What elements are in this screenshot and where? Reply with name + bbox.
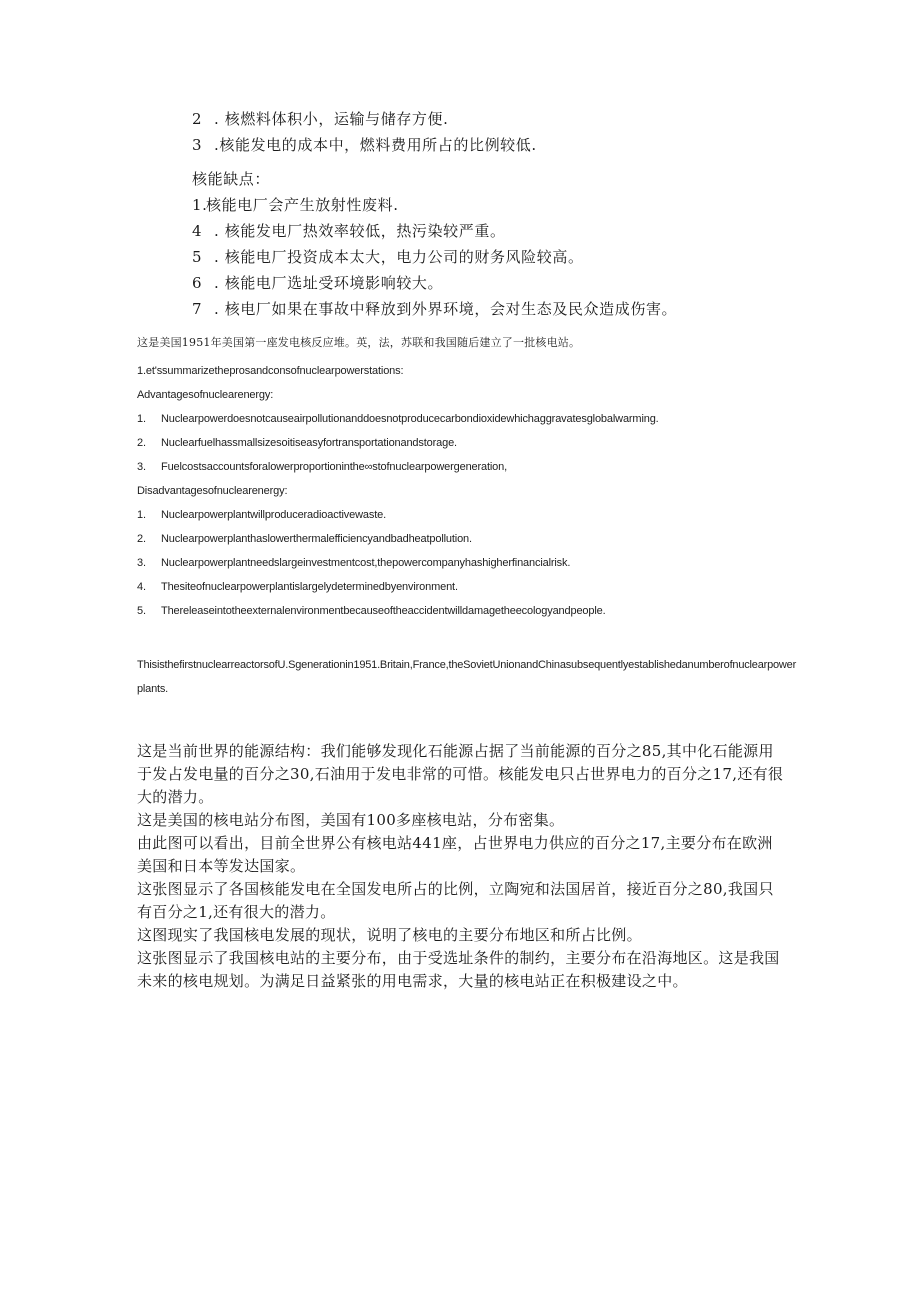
english-summary-paragraph: ThisisthefirstnuclearreactorsofU.Sgenerationin1951.Britain,France,theSovietUnionandChinasubsequentlyestablishedanumberofnuclearpowerplants. — [137, 659, 797, 695]
item-number: 2. — [137, 533, 146, 545]
item-number: 1. — [192, 196, 208, 214]
item-text: Nuclearpowerplanthaslowerthermalefficiencyandbadheatpollution. — [161, 533, 472, 545]
cn-explanation-section — [137, 740, 787, 993]
item-number: 5 — [192, 248, 203, 266]
item-text: Thesiteofnuclearpowerplantislargelydeterminedbyenvironment. — [161, 581, 458, 593]
item-number: 3. — [137, 557, 146, 569]
item-text: . 核能发电厂热效率较低，热污染较严重。 — [214, 222, 506, 240]
explanation-paragraph: 这是美国的核电站分布图，美国有100多座核电站，分布密集。 — [137, 811, 565, 829]
explanation-paragraph: 这是当前世界的能源结构：我们能够发现化石能源占据了当前能源的百分之85,其中化石能源用于发占发电量的百分之30,石油用于发电非常的可惜。核能发电只占世界电力的百分之17,还有很大的潜力。 — [137, 742, 784, 806]
item-text: 核能电厂会产生放射性废料. — [206, 196, 399, 214]
english-pros-cons-section — [137, 364, 817, 628]
item-number: 2 — [192, 110, 203, 128]
disadvantage-item — [192, 222, 832, 248]
explanation-paragraph: 这图现实了我国核电发展的现状，说明了核电的主要分布地区和所占比例。 — [137, 926, 642, 944]
disadvantage-item — [192, 248, 832, 274]
english-disadvantages-heading: Disadvantagesofnuclearenergy: — [137, 485, 288, 497]
item-text: . 核电厂如果在事故中释放到外界环境，会对生态及民众造成伤害。 — [214, 300, 678, 318]
item-number: 2. — [137, 437, 146, 449]
item-text: . 核能电厂选址受环境影响较大。 — [214, 274, 444, 292]
item-number: 3 — [192, 136, 203, 154]
english-disadvantage-item — [137, 532, 817, 556]
item-number: 1. — [137, 509, 146, 521]
english-advantage-item — [137, 412, 817, 436]
explanation-paragraph: 这张图显示了我国核电站的主要分布，由于受选址条件的制约，主要分布在沿海地区。这是我国未来的核电规划。为满足日益紧张的用电需求，大量的核电站正在积极建设之中。 — [137, 949, 780, 990]
item-number: 4 — [192, 222, 203, 240]
item-text: Nuclearpowerplantneedslargeinvestmentcost,thepowercompanyhashigherfinancialrisk. — [161, 557, 571, 569]
advantage-item — [192, 110, 832, 136]
disadvantage-item — [192, 274, 832, 300]
cn-pros-cons-section — [192, 110, 832, 326]
item-text: .核能发电的成本中，燃料费用所占的比例较低. — [214, 136, 537, 154]
item-text: . 核能电厂投资成本太大，电力公司的财务风险较高。 — [214, 248, 584, 266]
disadvantages-heading: 核能缺点： — [192, 170, 271, 188]
item-number: 3. — [137, 461, 146, 473]
english-advantage-item — [137, 436, 817, 460]
item-number: 1. — [137, 413, 146, 425]
item-text: Nuclearfuelhassmallsizesoitiseasyfortransportationandstorage. — [161, 437, 457, 449]
explanation-paragraph: 由此图可以看出，目前全世界公有核电站441座，占世界电力供应的百分之17,主要分布在欧洲美国和日本等发达国家。 — [137, 834, 773, 875]
item-text: Thereleaseintotheexternalenvironmentbecauseoftheaccidentwilldamagetheecologyandpeople. — [161, 605, 606, 617]
item-number: 7 — [192, 300, 203, 318]
disadvantage-item — [192, 196, 832, 222]
item-text: . 核燃料体积小，运输与储存方便. — [214, 110, 449, 128]
item-number: 4. — [137, 581, 146, 593]
cn-reactor-caption: 这是美国1951年美国第一座发电核反应堆。英，法，苏联和我国随后建立了一批核电站。 — [137, 336, 581, 349]
disadvantage-item — [192, 300, 832, 326]
item-number: 5. — [137, 605, 146, 617]
english-disadvantage-item — [137, 508, 817, 532]
english-disadvantage-item — [137, 604, 817, 628]
advantage-item — [192, 136, 832, 162]
english-disadvantage-item — [137, 580, 817, 604]
english-advantages-heading: Advantagesofnuclearenergy: — [137, 389, 274, 401]
english-disadvantage-item — [137, 556, 817, 580]
explanation-paragraph: 这张图显示了各国核能发电在全国发电所占的比例，立陶宛和法国居首，接近百分之80,我国只有百分之1,还有很大的潜力。 — [137, 880, 774, 921]
item-text: Nuclearpowerplantwillproduceradioactivewaste. — [161, 509, 386, 521]
item-text: Nuclearpowerdoesnotcauseairpollutionanddoesnotproducecarbondioxidewhichaggravatesglobalwarming. — [161, 413, 659, 425]
english-advantage-item — [137, 460, 817, 484]
item-text: Fuelcostsaccountsforalowerproportioninthe∞stofnuclearpowergeneration, — [161, 461, 508, 473]
english-intro: 1.et'ssummarizetheprosandconsofnuclearpowerstations: — [137, 365, 404, 377]
item-number: 6 — [192, 274, 203, 292]
